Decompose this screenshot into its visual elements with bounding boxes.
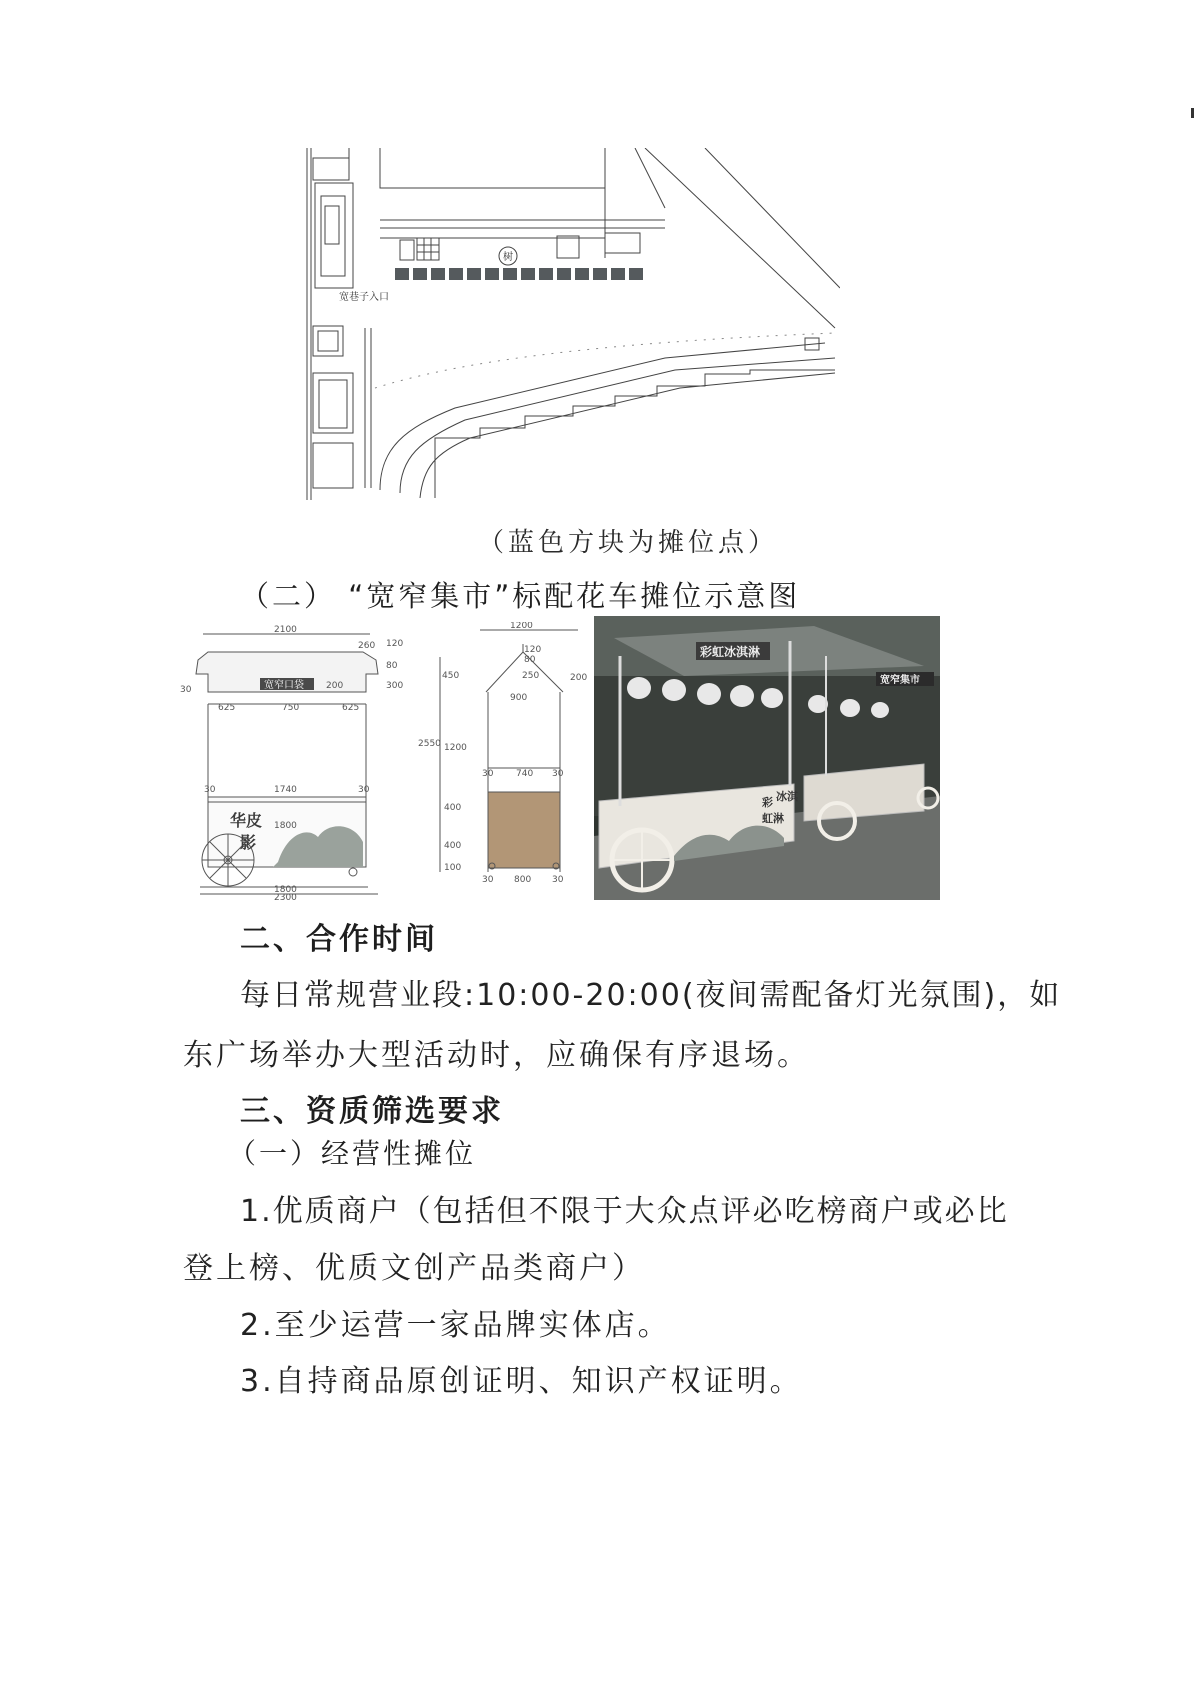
dim-side-inner-900: 900 <box>510 693 528 703</box>
cart-side-panel <box>488 792 560 868</box>
section3-heading: 三、资质筛选要求 <box>240 1094 504 1129</box>
dim-sign-inset: 200 <box>326 681 344 691</box>
section3-item1-line1: 1.优质商户（包括但不限于大众点评必吃榜商户或必比 <box>240 1194 1009 1229</box>
dim-right-span: 625 <box>342 703 360 713</box>
stall-block <box>413 268 427 280</box>
dim-side-gable-250: 250 <box>522 671 540 681</box>
photo-panel-text-1: 彩 <box>762 796 773 809</box>
section2-para-line1: 每日常规营业段:10:00-20:00(夜间需配备灯光氛围)，如 <box>240 978 1062 1013</box>
dim-roof-h1: 120 <box>386 639 403 649</box>
map-building-top <box>313 158 349 180</box>
dim-side-roof-450: 450 <box>442 671 460 681</box>
dim-mid-span: 750 <box>282 703 300 713</box>
cart-front-sign-text: 宽窄口袋 <box>264 680 304 691</box>
section2-para-line2: 东广场举办大型活动时，应确保有序退场。 <box>183 1038 810 1073</box>
dim-base-width: 1800 <box>274 885 297 895</box>
section2-heading: 二、合作时间 <box>240 922 438 957</box>
dim-side-top-80: 80 <box>524 655 536 665</box>
dim-side-post-left: 30 <box>482 769 494 779</box>
dim-side-top-120: 120 <box>524 645 542 655</box>
dim-side-depth: 1200 <box>510 622 533 631</box>
site-map <box>305 148 840 503</box>
map-road-diagonal <box>645 148 835 328</box>
dim-side-panel-400: 400 <box>444 803 462 813</box>
stall-block <box>431 268 445 280</box>
section3-sub-heading: （一）经营性摊位 <box>228 1137 477 1170</box>
dim-overall-width: 2300 <box>274 893 297 900</box>
stall-block <box>611 268 625 280</box>
stall-block <box>467 268 481 280</box>
map-building-d <box>313 443 353 488</box>
dim-side-total-2550: 2550 <box>418 739 441 749</box>
cart-front-elevation <box>178 622 403 900</box>
cart-photo <box>594 616 940 900</box>
map-kiosk <box>557 236 579 258</box>
photo-sign-text: 彩虹冰淇淋 <box>700 645 761 659</box>
dim-side-open-1200: 1200 <box>444 743 467 753</box>
cart-art-line1: 华皮 <box>230 811 263 830</box>
photo-sign-2-text: 宽窄集市 <box>880 675 920 686</box>
dim-roof-h2: 80 <box>386 661 398 671</box>
dim-post-left: 30 <box>204 785 216 795</box>
map-building-c-inner <box>319 380 347 428</box>
dim-counter-width: 1740 <box>274 785 297 795</box>
stall-block <box>539 268 553 280</box>
photo-lantern <box>697 683 721 705</box>
section3-item2: 2.至少运营一家品牌实体店。 <box>240 1308 671 1343</box>
stall-block <box>503 268 517 280</box>
stall-block <box>485 268 499 280</box>
photo-lantern <box>871 702 889 718</box>
scan-mark <box>1191 108 1194 118</box>
dim-side-lower-400: 400 <box>444 841 462 851</box>
map-building-bottom <box>435 370 835 498</box>
dim-post-right: 30 <box>358 785 370 795</box>
map-building-b-inner <box>318 331 338 351</box>
dim-side-inner-740: 740 <box>516 769 534 779</box>
cart-art-line2: 影 <box>240 833 257 852</box>
cart-figure-heading: （二） “宽窄集市”标配花车摊位示意图 <box>240 579 801 613</box>
map-stall-row <box>395 268 643 280</box>
stall-block <box>521 268 535 280</box>
dim-roof-overhang: 260 <box>358 641 376 651</box>
map-large-block <box>380 148 605 188</box>
dim-sign-side: 30 <box>180 685 192 695</box>
dim-sign-h: 300 <box>386 681 403 691</box>
photo-lantern <box>730 685 754 707</box>
dim-panel-width: 1800 <box>274 821 297 831</box>
cart-side-elevation <box>418 622 588 884</box>
stall-block <box>449 268 463 280</box>
stall-block <box>575 268 589 280</box>
section3-item3: 3.自持商品原创证明、知识产权证明。 <box>240 1364 803 1399</box>
map-entrance-label: 宽巷子入口 <box>339 292 389 303</box>
dim-top-width: 2100 <box>274 625 297 635</box>
dim-side-base-30-left: 30 <box>482 875 494 884</box>
photo-panel-text-3: 虹淋 <box>762 812 784 825</box>
photo-lantern <box>840 699 860 717</box>
section3-item1-line2: 登上榜、优质文创产品类商户） <box>183 1251 645 1286</box>
stall-block <box>395 268 409 280</box>
map-grid-structure <box>417 238 439 260</box>
map-building-a-core <box>325 206 339 244</box>
map-caption: （蓝色方块为摊位点） <box>478 528 779 558</box>
dim-side-post-right: 30 <box>552 769 564 779</box>
photo-lantern <box>627 677 651 699</box>
photo-lantern <box>662 679 686 701</box>
dim-side-200: 200 <box>570 673 588 683</box>
map-tree-label: 树 <box>503 252 513 263</box>
map-curved-road <box>380 343 825 490</box>
dim-left-span: 625 <box>218 703 236 713</box>
stall-block <box>557 268 571 280</box>
photo-lantern <box>761 688 783 708</box>
dim-side-base-800: 800 <box>514 875 532 884</box>
dim-side-base-30-right: 30 <box>552 875 564 884</box>
dim-side-wheel-100: 100 <box>444 863 462 873</box>
photo-panel-text-2: 冰淇 <box>776 790 798 803</box>
stall-block <box>593 268 607 280</box>
stall-block <box>629 268 643 280</box>
